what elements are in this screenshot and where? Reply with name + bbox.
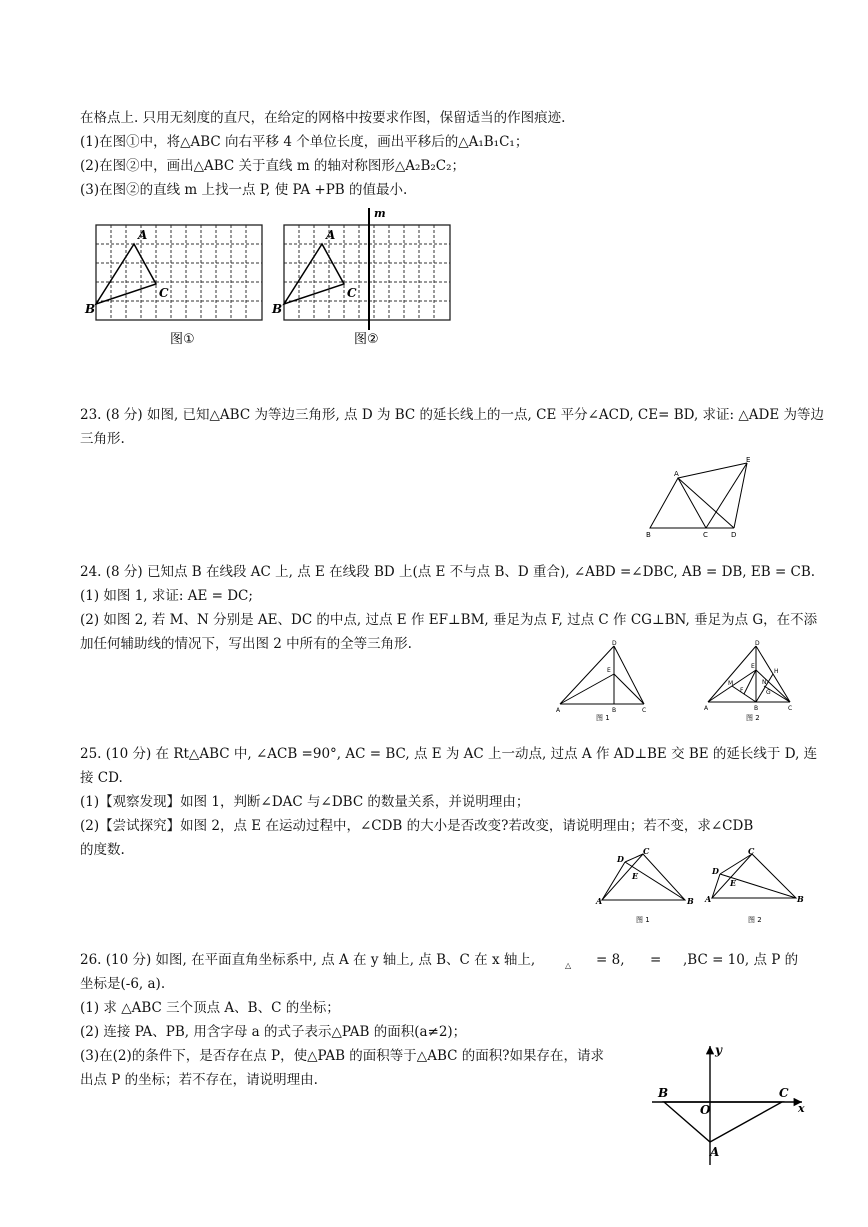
figure-caption: 图 2 (746, 714, 760, 722)
grid-lines (96, 225, 262, 320)
label-a: A (705, 894, 712, 904)
grid-lines (284, 225, 450, 320)
q24-line-4: 加任何辅助线的情况下，写出图 2 中所有的全等三角形. (80, 636, 412, 652)
figure-caption: 图 1 (596, 714, 610, 722)
q26-line-4: (2) 连接 PA、PB, 用含字母 a 的式子表示△PAB 的面积(a≠2)； (80, 1024, 467, 1040)
label-a: A (326, 228, 336, 242)
label-n: N (762, 679, 767, 686)
label-g: G (766, 689, 771, 696)
label-y: y (715, 1043, 722, 1057)
label-e: E (607, 667, 611, 674)
label-b: B (797, 894, 804, 904)
q25-figure-2 (700, 846, 810, 926)
q26-triangle-symbol: △ (565, 961, 572, 970)
label-d: D (617, 854, 624, 864)
q26-line-6: 出点 P 的坐标；若不存在，请说明理由. (80, 1072, 318, 1088)
q26-line-5: (3)在(2)的条件下，是否存在点 P，使△PAB 的面积等于△ABC 的面积?如果存在，请求 (80, 1048, 604, 1064)
label-a: A (596, 896, 603, 906)
q24-line-3: (2) 如图 2, 若 M、N 分别是 AE、DC 的中点, 过点 E 作 EF⊥BM, 垂足为点 F, 过点 C 作 CG⊥BN, 垂足为点 G，在不添 (80, 612, 818, 628)
triangle-abc (664, 1102, 782, 1142)
label-c: C (643, 846, 650, 856)
label-e: E (746, 456, 751, 464)
figure-caption: 图① (170, 332, 195, 347)
q26-coordinate-figure (652, 1040, 812, 1170)
q24-figure-2 (700, 640, 800, 724)
label-b: B (646, 531, 651, 539)
q26-line-3: (1) 求 △ABC 三个顶点 A、B、C 的坐标； (80, 1000, 340, 1016)
label-e: E (632, 871, 639, 881)
q24-figure-1 (552, 640, 652, 722)
label-a: A (138, 228, 148, 242)
label-b: B (754, 705, 759, 712)
label-b: B (612, 707, 617, 714)
label-b: B (687, 896, 694, 906)
q22-line-4: (3)在图②的直线 m 上找一点 P, 使 PA +PB 的值最小. (80, 182, 408, 198)
q23-figure (642, 454, 762, 542)
label-a: A (674, 470, 679, 478)
label-m: M (728, 680, 734, 687)
label-o: O (700, 1103, 711, 1117)
q25-line-1: 25. (10 分) 在 Rt△ABC 中, ∠ACB =90°, AC = BC, 点 E 为 AC 上一动点, 过点 A 作 AD⊥BE 交 BE 的延长线于 D, 连 (80, 746, 818, 762)
q25-line-4: (2)【尝试探究】如图 2，点 E 在运动过程中，∠CDB 的大小是否改变?若改变，请说明理由；若不变，求∠CDB (80, 818, 754, 834)
label-d: D (612, 640, 617, 647)
q23-line-2: 三角形. (80, 431, 125, 447)
label-m: m (374, 207, 386, 220)
q24-line-2: (1) 如图 1, 求证: AE = DC; (80, 588, 253, 604)
figure-caption: 图② (354, 332, 379, 347)
q25-line-5: 的度数. (80, 842, 125, 858)
q26-line-1d: = (650, 952, 662, 968)
figure-caption: 图 2 (748, 916, 762, 924)
label-c: C (347, 286, 357, 300)
label-c: C (788, 705, 793, 712)
q22-figure-1 (82, 215, 272, 350)
label-x: x (798, 1102, 805, 1115)
label-c: C (703, 531, 708, 539)
label-e: E (751, 663, 755, 670)
label-a: A (710, 1145, 720, 1159)
label-b: B (658, 1086, 669, 1100)
label-d: D (755, 640, 760, 647)
q23-line-1: 23. (8 分) 如图, 已知△ABC 为等边三角形, 点 D 为 BC 的延长线上的一点, CE 平分∠ACD, CE= BD, 求证: △ADE 为等边 (80, 407, 824, 423)
label-c: C (779, 1086, 789, 1100)
q22-line-1: 在格点上. 只用无刻度的直尺，在给定的网格中按要求作图，保留适当的作图痕迹. (80, 110, 566, 126)
q25-line-3: (1)【观察发现】如图 1，判断∠DAC 与∠DBC 的数量关系，并说明理由； (80, 794, 530, 810)
label-f: F (740, 687, 744, 694)
label-d: D (712, 866, 719, 876)
label-b: B (272, 302, 283, 316)
label-d: D (731, 531, 737, 539)
label-e: E (730, 878, 737, 888)
label-c: C (748, 846, 755, 856)
q26-line-1a: 26. (10 分) 如图, 在平面直角坐标系中, 点 A 在 y 轴上, 点 B、C 在 x 轴上, (80, 952, 536, 968)
q24-line-1: 24. (8 分) 已知点 B 在线段 AC 上, 点 E 在线段 BD 上(点 E 不与点 B、D 重合), ∠ABD =∠DBC, AB = DB, EB = CB. (80, 564, 816, 580)
label-a: A (556, 707, 561, 714)
q22-line-3: (2)在图②中，画出△ABC 关于直线 m 的轴对称图形△A₂B₂C₂； (80, 158, 466, 174)
label-c: C (159, 286, 169, 300)
q26-line-1e: ,BC = 10, 点 P 的 (683, 952, 799, 968)
label-h: H (774, 668, 779, 675)
label-a: A (704, 705, 709, 712)
q26-line-2: 坐标是(-6, a). (80, 976, 166, 992)
q22-line-2: (1)在图①中，将△ABC 向右平移 4 个单位长度，画出平移后的△A₁B₁C₁； (80, 134, 529, 150)
q25-figure-1 (592, 846, 702, 926)
q26-line-1c: = 8, (596, 952, 625, 968)
q22-figure-2 (268, 205, 458, 350)
label-b: B (85, 302, 96, 316)
figure-caption: 图 1 (636, 916, 650, 924)
label-c: C (642, 707, 647, 714)
q25-line-2: 接 CD. (80, 770, 123, 786)
